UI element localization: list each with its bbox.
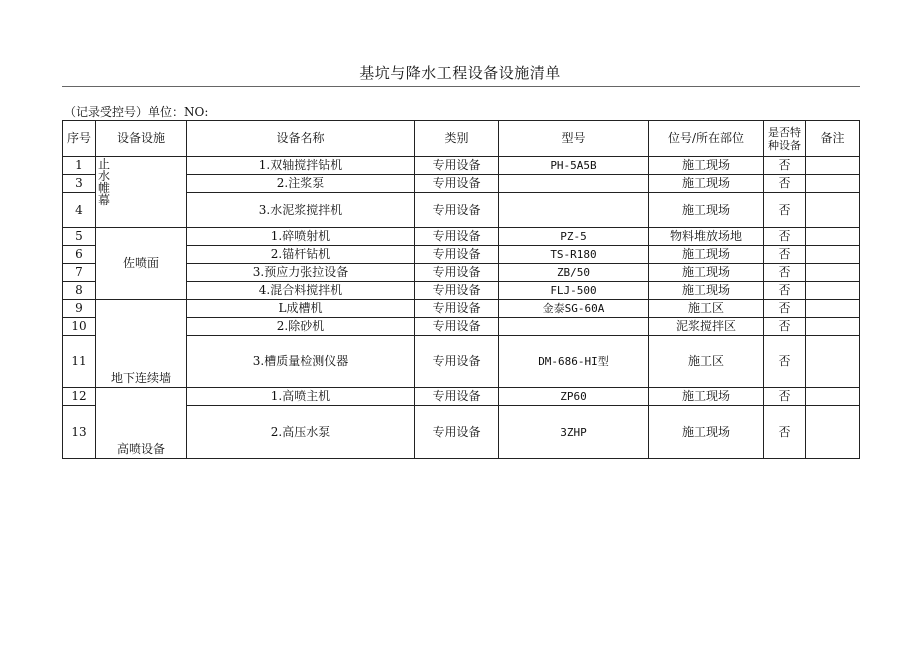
record-control-line: （记录受控号）单位：NO: (64, 105, 209, 119)
row-no: 9 (63, 300, 96, 318)
group-label: 佐喷面 (122, 256, 159, 270)
row-model: FLJ-500 (499, 282, 649, 300)
row-special: 否 (764, 388, 806, 406)
row-model (499, 318, 649, 336)
row-location: 施工现场 (649, 246, 764, 264)
row-no: 12 (63, 388, 96, 406)
row-name: 3.槽质量检测仪器 (187, 336, 415, 388)
row-name: 2.除砂机 (187, 318, 415, 336)
row-remark (806, 300, 860, 318)
row-category: 专用设备 (415, 282, 499, 300)
row-location: 施工现场 (649, 157, 764, 175)
table-row (63, 157, 860, 175)
row-location: 施工现场 (649, 406, 764, 459)
header-remark: 备注 (806, 121, 860, 157)
row-remark (806, 193, 860, 228)
row-category: 专用设备 (415, 388, 499, 406)
row-special: 否 (764, 193, 806, 228)
group-label: 高喷设备 (116, 442, 165, 456)
group-label: 止水帷幕 (98, 157, 111, 207)
row-model: ZP60 (499, 388, 649, 406)
row-name: L成槽机 (187, 300, 415, 318)
row-location: 施工现场 (649, 282, 764, 300)
row-no: 5 (63, 228, 96, 246)
row-category: 专用设备 (415, 406, 499, 459)
row-name: 3.水泥浆搅拌机 (187, 193, 415, 228)
row-remark (806, 228, 860, 246)
row-remark (806, 336, 860, 388)
row-category: 专用设备 (415, 300, 499, 318)
row-no: 10 (63, 318, 96, 336)
row-model: 3ZHP (499, 406, 649, 459)
row-location: 施工现场 (649, 175, 764, 193)
row-no: 6 (63, 246, 96, 264)
group-cell (96, 228, 187, 300)
row-location: 施工现场 (649, 264, 764, 282)
row-name: 1.碎喷射机 (187, 228, 415, 246)
row-no: 11 (63, 336, 96, 388)
row-special: 否 (764, 157, 806, 175)
row-name: 2.注浆泵 (187, 175, 415, 193)
row-model: PH-5A5B (499, 157, 649, 175)
title-underline (62, 86, 860, 87)
row-location: 施工现场 (649, 193, 764, 228)
row-special: 否 (764, 175, 806, 193)
row-remark (806, 157, 860, 175)
row-location: 施工区 (649, 300, 764, 318)
row-remark (806, 318, 860, 336)
row-remark (806, 388, 860, 406)
row-name: 3.预应力张拉设备 (187, 264, 415, 282)
row-model (499, 175, 649, 193)
row-no: 3 (63, 175, 96, 193)
row-model: 金泰SG-60A (499, 300, 649, 318)
document-title: 基坑与降水工程设备设施清单 (359, 64, 561, 82)
row-category: 专用设备 (415, 336, 499, 388)
header-no: 序号 (63, 121, 96, 157)
header-facility: 设备设施 (96, 121, 187, 157)
header-model: 型号 (499, 121, 649, 157)
row-no: 1 (63, 157, 96, 175)
row-category: 专用设备 (415, 193, 499, 228)
header-name: 设备名称 (187, 121, 415, 157)
row-location: 施工现场 (649, 388, 764, 406)
row-category: 专用设备 (415, 157, 499, 175)
row-category: 专用设备 (415, 175, 499, 193)
row-special: 否 (764, 282, 806, 300)
row-name: 2.高压水泵 (187, 406, 415, 459)
header-location: 位号/所在部位 (649, 121, 764, 157)
group-cell (96, 300, 187, 388)
row-no: 8 (63, 282, 96, 300)
row-name: 4.混合料搅拌机 (187, 282, 415, 300)
row-model: ZB/50 (499, 264, 649, 282)
row-location: 物料堆放场地 (649, 228, 764, 246)
row-special: 否 (764, 318, 806, 336)
group-cell (96, 388, 187, 459)
row-special: 否 (764, 406, 806, 459)
row-category: 专用设备 (415, 264, 499, 282)
row-special: 否 (764, 336, 806, 388)
row-special: 否 (764, 228, 806, 246)
header-row (63, 121, 860, 157)
row-category: 专用设备 (415, 246, 499, 264)
header-category: 类别 (415, 121, 499, 157)
row-location: 施工区 (649, 336, 764, 388)
row-remark (806, 406, 860, 459)
row-remark (806, 264, 860, 282)
row-location: 泥浆搅拌区 (649, 318, 764, 336)
row-special: 否 (764, 264, 806, 282)
row-remark (806, 175, 860, 193)
row-name: 2.锚杆钻机 (187, 246, 415, 264)
row-model (499, 193, 649, 228)
row-special: 否 (764, 246, 806, 264)
table-row (63, 228, 860, 246)
row-no: 13 (63, 406, 96, 459)
group-label: 地下连续墙 (110, 371, 171, 385)
equipment-table (62, 120, 860, 459)
row-special: 否 (764, 300, 806, 318)
header-special: 是否特种设备 (764, 121, 806, 157)
row-no: 4 (63, 193, 96, 228)
row-remark (806, 246, 860, 264)
group-cell (96, 157, 187, 228)
row-category: 专用设备 (415, 318, 499, 336)
row-remark (806, 282, 860, 300)
row-no: 7 (63, 264, 96, 282)
row-name: 1.高喷主机 (187, 388, 415, 406)
row-category: 专用设备 (415, 228, 499, 246)
row-name: 1.双轴搅拌钻机 (187, 157, 415, 175)
row-model: DM-686-HI型 (499, 336, 649, 388)
table-row (63, 388, 860, 406)
row-model: TS-R180 (499, 246, 649, 264)
row-model: PZ-5 (499, 228, 649, 246)
table-row (63, 300, 860, 318)
